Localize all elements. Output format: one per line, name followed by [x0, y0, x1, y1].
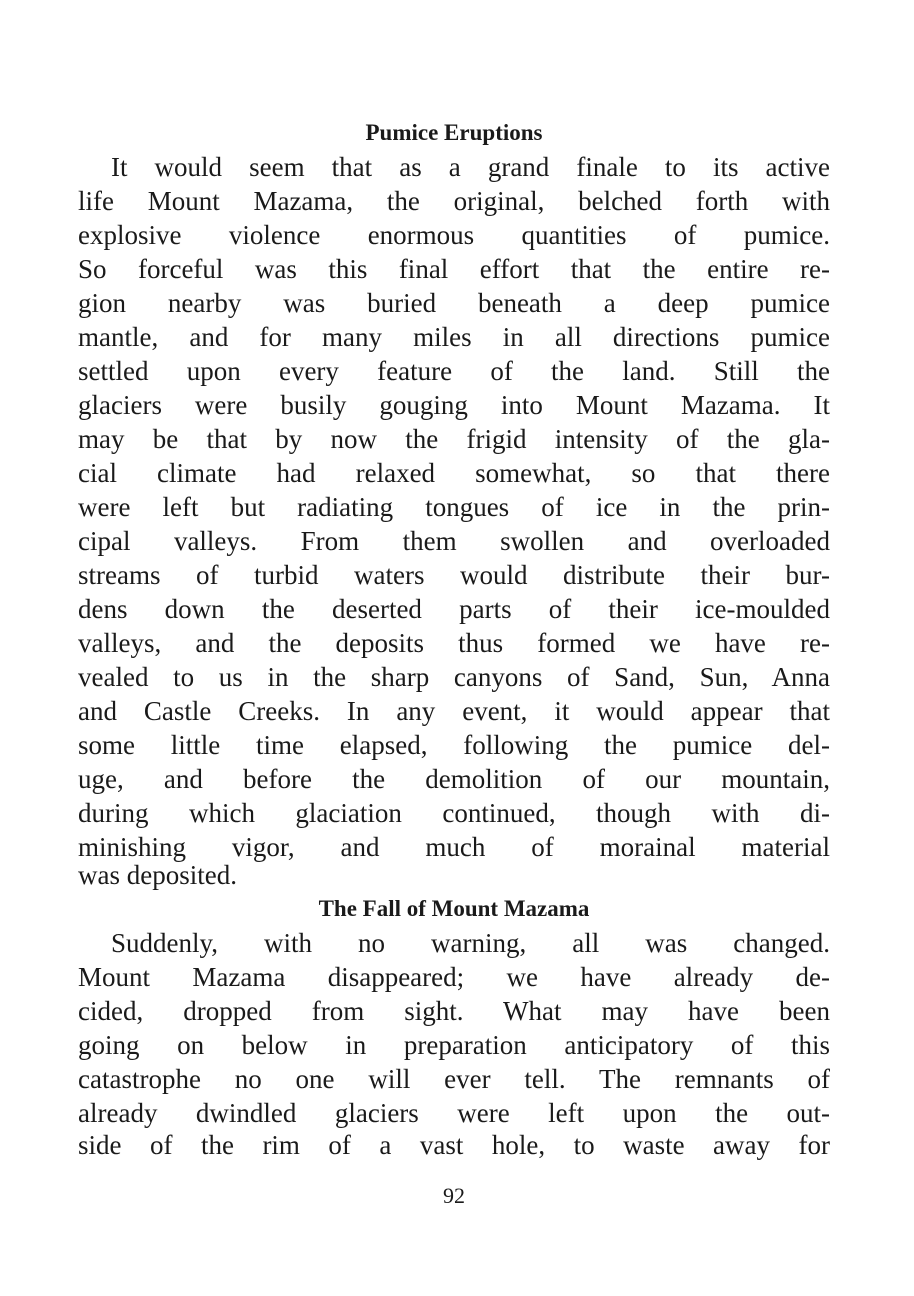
- text-line: already dwindled glaciers were left upon the out-: [78, 1098, 830, 1128]
- text-line: and Castle Creeks. In any event, it would appear that: [78, 696, 830, 726]
- text-line: It would seem that as a grand finale to its active: [111, 152, 830, 182]
- text-line: Mount Mazama disappeared; we have already de-: [78, 962, 830, 992]
- text-line: life Mount Mazama, the original, belched forth with: [78, 186, 830, 216]
- text-line: going on below in preparation anticipatory of this: [78, 1030, 830, 1060]
- section-heading-pumice-eruptions: Pumice Eruptions: [365, 120, 543, 145]
- text-line: cial climate had relaxed somewhat, so that there: [78, 458, 830, 488]
- text-line: settled upon every feature of the land. Still the: [78, 356, 830, 386]
- text-line: valleys, and the deposits thus formed we have re-: [78, 628, 830, 658]
- text-line: side of the rim of a vast hole, to waste away for: [78, 1130, 830, 1160]
- text-line: cided, dropped from sight. What may have been: [78, 996, 830, 1026]
- text-line: may be that by now the frigid intensity of the gla-: [78, 424, 830, 454]
- text-line: glaciers were busily gouging into Mount Mazama. It: [78, 390, 830, 420]
- text-line: mantle, and for many miles in all directions pumice: [78, 322, 830, 352]
- text-line: was deposited.: [78, 860, 237, 890]
- text-line: minishing vigor, and much of morainal material: [78, 832, 830, 862]
- text-line: vealed to us in the sharp canyons of Sand, Sun, Anna: [78, 662, 830, 692]
- text-line: dens down the deserted parts of their ice-moulded: [78, 594, 830, 624]
- text-line: gion nearby was buried beneath a deep pumice: [78, 288, 830, 318]
- text-line: uge, and before the demolition of our mountain,: [78, 764, 830, 794]
- text-line: during which glaciation continued, though with di-: [78, 798, 830, 828]
- text-line: explosive violence enormous quantities of pumice.: [78, 220, 830, 250]
- text-line: catastrophe no one will ever tell. The remnants of: [78, 1064, 830, 1094]
- text-line: cipal valleys. From them swollen and overloaded: [78, 526, 830, 556]
- text-line: were left but radiating tongues of ice in the prin-: [78, 492, 830, 522]
- text-line: streams of turbid waters would distribute their bur-: [78, 560, 830, 590]
- text-line: Suddenly, with no warning, all was changed.: [111, 928, 830, 958]
- text-line: So forceful was this final effort that the entire re-: [78, 254, 830, 284]
- page-number: 92: [443, 1183, 465, 1208]
- text-line: some little time elapsed, following the pumice del-: [78, 730, 830, 760]
- section-heading-fall-of-mount-mazama: The Fall of Mount Mazama: [318, 896, 590, 921]
